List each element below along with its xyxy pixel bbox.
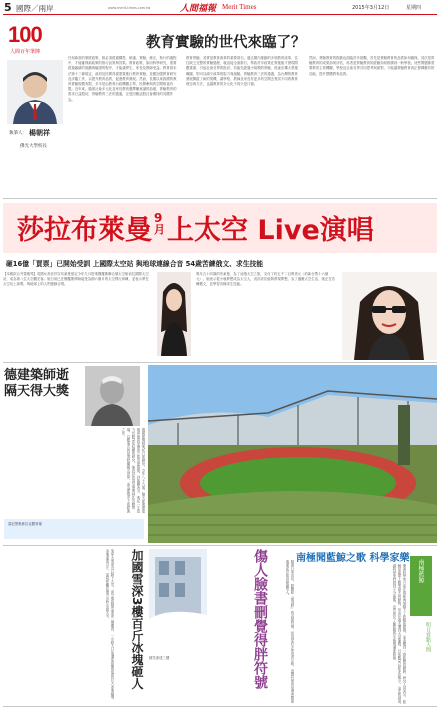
bottom-right-teaser: 明日看點人間 [425, 622, 431, 652]
author-title: 佛光大學校長 [20, 144, 47, 149]
concert-photo-small [157, 272, 191, 356]
month-digit: 9 [154, 211, 163, 225]
author-role: 執筆人： [9, 131, 27, 136]
snow-headline: 加國雪深3樓百斤冰塊砸人 [130, 549, 144, 690]
concert-month [154, 212, 165, 236]
concert-body-a: 【本報綜合外電報導】英國女高音莎拉布萊曼預定今年九月搭乘俄羅斯聯合號太空船前往國際太空站，成為第八位太空觀光客。她日前已在俄羅斯開始接受為期六個月的太空飛行訓練，並表示將在太空站上演唱，與地球上的人們連線合唱。 [3, 272, 149, 287]
obituary-headline-1: 德建築師逝 [4, 368, 70, 383]
column-headline: 教育實驗的世代來臨了？ [146, 34, 306, 51]
masthead-en: Merit Times [222, 3, 257, 11]
whale-body: 澳洲科學家日前在南極海域錄下了藍鯨的歌聲，並追蹤到一群藍鯨的蹤跡。研究人員表示，藍鯨是地球上體型最大的動物，但由於過去遭到大量捕殺，目前數量已經非常稀少。這次的發現讓科學家們感到十分振奮，也有助於了解藍鯨的生態與遷徙路線。 [392, 564, 406, 704]
architect-photo [85, 366, 140, 426]
snow-photo [149, 549, 207, 653]
website-url: www.merit-times.com.tw [108, 6, 151, 10]
concert-divider [3, 362, 437, 363]
page-header [0, 0, 440, 18]
author-name: 楊朝祥 [29, 129, 50, 137]
logo-caption: 人間百年筆陣 [10, 49, 41, 55]
stadium-photo [148, 365, 437, 543]
column-body-mid: 教育實驗，其實是教育改革的重要基石。過去國內推動的多項教育改革，往往缺乏完整的實驗過程，就直接全面推行，導致許多政策在實施後才發現問題重重，引起社會各界的批評。若能先經過小規模的實驗，再逐步擴大實施範圍，則可以減少改革的阻力與風險。實驗教育三法的通過，為台灣的教育發展開啟了新的契機，讓學校、教師及家長有更多的空間去嘗試不同的教育理念與方法，也讓教育的多元化不再只是口號。 [186, 56, 298, 87]
obituary-info-box [4, 519, 144, 539]
column-body-right: 然而，實驗教育的推動也面臨許多挑戰。首先是實驗教育的品質如何確保，其次是實驗教育的成果如何評估，再者是實驗教育的經驗如何推廣到一般學校。這些問題都需要教育主管機關、學校及社會各界共同思考與面對，才能讓實驗教育真正發揮應有的功能，提升整體教育品質。 [309, 56, 435, 76]
obituary-headline [4, 368, 69, 400]
obituary-body: 德國建築師奧托日前辭世，享年八十九歲，隔天即獲頒建築界最高榮譽普立茲克建築獎。評審團表示，奧托一生致力於輕量化結構的研究，他設計的慕尼黑奧林匹克體育場，以帳篷式的屋頂結構聞名世界，成為建築史上的經典之作。 [121, 428, 145, 513]
column-divider [3, 198, 437, 199]
section-label: 國際／兩岸 [16, 4, 54, 13]
concert-title-main: 莎拉布萊曼 [17, 215, 152, 246]
concert-photo [342, 272, 437, 360]
obituary-headline-2: 隔天得大獎 [4, 384, 70, 399]
centennial-logo [8, 22, 68, 58]
whale-side-tag [410, 556, 432, 616]
author-photo [7, 60, 63, 124]
facebook-headline: 傷人臉書刪覺得胖符號 [252, 549, 268, 689]
concert-banner [3, 203, 437, 253]
footer-rule [3, 706, 437, 707]
month-char: 月 [154, 223, 165, 236]
concert-subtitle: 砸16億「買票」已開始受訓 上國際太空站 與地球連線合音 54歲苦練俄文、求生技能 [6, 260, 264, 268]
whale-headline: 南極聞藍鯨之歌 科學家樂 [296, 553, 410, 564]
issue-weekday: 星期四 [406, 5, 422, 11]
whale-tag-label: 南極藍鯨 [417, 559, 424, 583]
issue-date: 2015年3月12日 [352, 5, 390, 11]
snow-body: 加拿大東部近日降下大雪，部分地區積雪深達三層樓高。一名路人日前遭從高樓掉落的巨大冰塊砸傷，冰塊重達百斤，當局呼籲民眾外出時注意安全。 [105, 549, 114, 702]
header-rule [3, 14, 437, 15]
page-number: 5 [4, 1, 12, 14]
stadium-caption: 慕尼黑奧林匹克體育場 [8, 522, 42, 526]
obituary-divider [3, 545, 437, 546]
masthead: 人間福報 [180, 4, 217, 14]
concert-body-b: 現年五十四歲的布萊曼，為了這趟太空之旅，支付了約五千二百萬美元（約新台幣十六億元）。她表示從小就夢想成為太空人，這次終於能夠實現夢想。為了適應太空生活，她正在苦練俄文，並學習各種求生技能。 [196, 272, 336, 287]
concert-title-rest: 上太空 Live演唱 [167, 215, 374, 246]
concert-title [17, 208, 374, 247]
logo-number: 100 [8, 22, 42, 47]
facebook-body: 臉書日前宣布，將刪除「覺得胖」的表情符號，原因是許多使用者反映，這個符號容易傷害體重過重或有飲食障礙的人。 [285, 560, 294, 703]
snow-caption: 積雪深達三樓 [149, 656, 170, 660]
column-body-left: 任何新設的制度政策，都必須經過構思、研議、實驗、修正，執行的過程中，才能確保新政策的推行品質與效果。教育政策，如同科學研究，需要經過審慎的規劃與驗證的程序，才能讓學生、家長及教師受益。教育基本法第十三條規定，政府及民間得視需要進行教育實驗，並應加強教育研究及評鑑工作，以提升教育品質，促進教育發展。然而，長期以來我國的教育實驗規模有限，多半是由教育行政機關主導，民間參與的空間相當有限。近年來，隨著社會多元化及家長教育選擇權意識的抬頭，實驗教育的需求日益殷切，實驗教育三法的通過，正是回應這股社會期待的具體作為。 [68, 56, 177, 102]
